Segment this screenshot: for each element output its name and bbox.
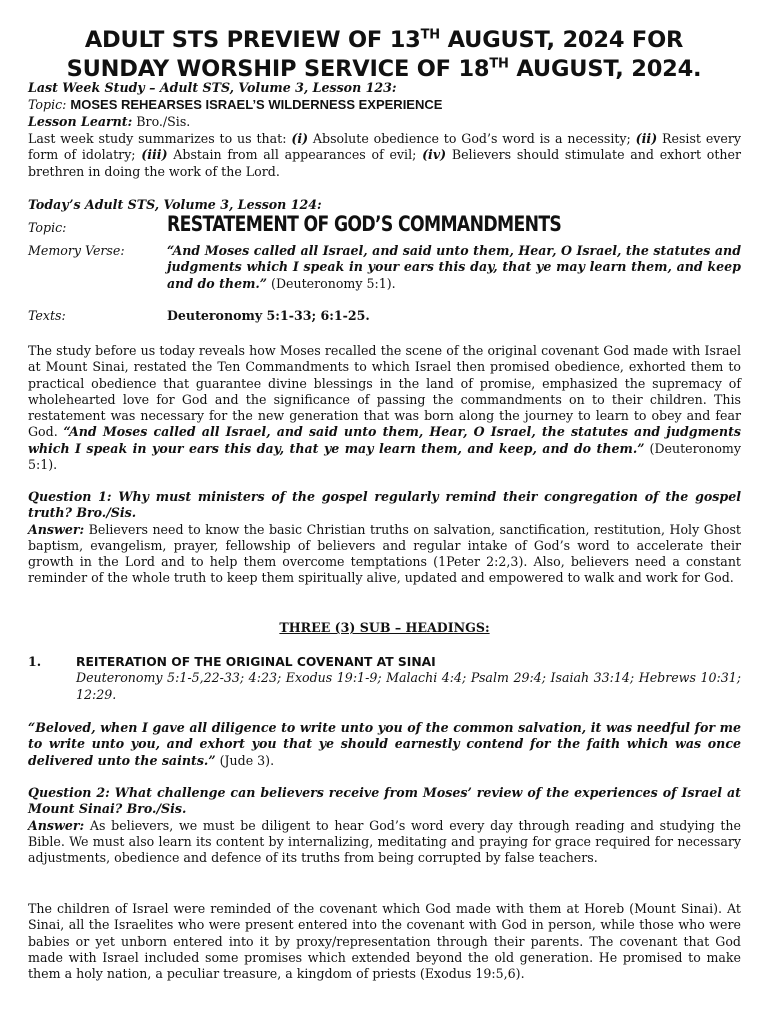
intro-paragraph: The study before us today reveals how Moses recalled the scene of the original covenant God made with Israel at Mount Sinai, restated the Ten Commandments to which Israel then promised obedience, exhorted them to practical obedience that guarantee divine blessings in the land of promise, emphasized the supremacy of wholehearted love for God and the significance of passing the commandments on to their children. This restatement was necessary for the new generation that was born along the journey to learn to obey and fear God. “And Moses called all Israel, and said unto them, Hear, O Israel, the statutes and judgments which I speak in your ears this day, that ye may learn them, and keep, and do them.” (Deuteronomy 5:1). xyxy=(28,343,741,473)
last-week-topic: Topic: MOSES REHEARSES ISRAEL’S WILDERNESS EXPERIENCE xyxy=(28,97,443,112)
last-week-lesson: Lesson Learnt: Bro./Sis. xyxy=(28,114,191,129)
memory-verse-row xyxy=(28,243,741,295)
answer-1: Answer: Believers need to know the basic Christian truths on salvation, sanctification, restitution, Holy Ghost baptism, evangelism, prayer, fellowship of believers and regular intake of God’s word to accelerate their growth in the Lord and to help them overcome temptations (1Peter 2:2,3). Also, believers need a constant reminder of the whole truth to keep them spiritually alive, updated and empowered to walk and work for God. xyxy=(28,521,741,586)
title-line-2: SUNDAY WORSHIP SERVICE OF 18TH AUGUST, 2024. xyxy=(66,56,702,82)
last-week-heading: Last Week Study – Adult STS, Volume 3, Lesson 123: xyxy=(28,80,397,95)
section-1-references: Deuteronomy 5:1-5,22-33; 4:23; Exodus 19:1-9; Malachi 4:4; Psalm 29:4; Isaiah 33:14; Hebrews 10:31; 12:29. xyxy=(76,670,741,702)
section-1-title: REITERATION OF THE ORIGINAL COVENANT AT SINAI xyxy=(76,655,436,669)
last-week-summary: Last week study summarizes to us that: (i) Absolute obedience to God’s word is a necessity; (ii) Resist every form of idolatry; (iii) Abstain from all appearances of evil; (iv) Believers should stimulate and exhort other brethren in doing the work of the Lord. xyxy=(28,131,742,179)
question-1-block xyxy=(28,489,741,587)
question-2: Question 2: What challenge can believers receive from Moses’ review of the experiences of Israel at Mount Sinai? Bro./Sis. xyxy=(28,785,741,817)
answer-2: Answer: As believers, we must be diligent to hear God’s word every day through reading and studying the Bible. We must also learn its content by internalizing, meditating and praying for grace required for necessary adjustments, obedience and defence of its truths from being corrupted by false teachers. xyxy=(28,817,741,866)
memory-verse-text: “And Moses called all Israel, and said unto them, Hear, O Israel, the statutes and judgments which I speak in your ears this day, that ye may learn them, and keep and do them.” (Deuteronomy 5:1). xyxy=(167,243,741,291)
jude-quote: “Beloved, when I gave all diligence to write unto you of the common salvation, it was needful for me to write unto you, and exhort you that ye should earnestly contend for the faith which was once delivered unto the saints.” (Jude 3). xyxy=(28,720,741,768)
document-title xyxy=(20,26,748,84)
texts-label: Texts: xyxy=(28,308,66,323)
question-2-block xyxy=(28,785,741,866)
question-1: Question 1: Why must ministers of the gospel regularly remind their congregation of the gospel truth? Bro./Sis. xyxy=(28,489,741,521)
texts-value: Deuteronomy 5:1-33; 6:1-25. xyxy=(167,308,370,323)
memory-verse-label: Memory Verse: xyxy=(28,243,125,258)
section-1 xyxy=(28,654,741,704)
closing-paragraph: The children of Israel were reminded of the covenant which God made with them at Horeb (Mount Sinai). At Sinai, all the Israelites who were present entered into the covenant with God in person, while those who were babies or yet unborn entered into it by proxy/representation through their parents. The covenant that God made with Israel included some promises which extended beyond the old generation. He promised to make them a holy nation, a peculiar treasure, a kingdom of priests (Exodus 19:5,6). xyxy=(28,901,741,982)
section-1-number: 1. xyxy=(28,654,42,669)
lesson-topic-title: RESTATEMENT OF GOD’S COMMANDMENTS xyxy=(167,212,562,236)
sub-headings-title: THREE (3) SUB – HEADINGS: xyxy=(279,620,490,635)
title-line-1: ADULT STS PREVIEW OF 13TH AUGUST, 2024 FOR xyxy=(84,27,684,53)
topic-label: Topic: xyxy=(28,220,67,235)
today-heading: Today’s Adult STS, Volume 3, Lesson 124: xyxy=(28,197,322,212)
